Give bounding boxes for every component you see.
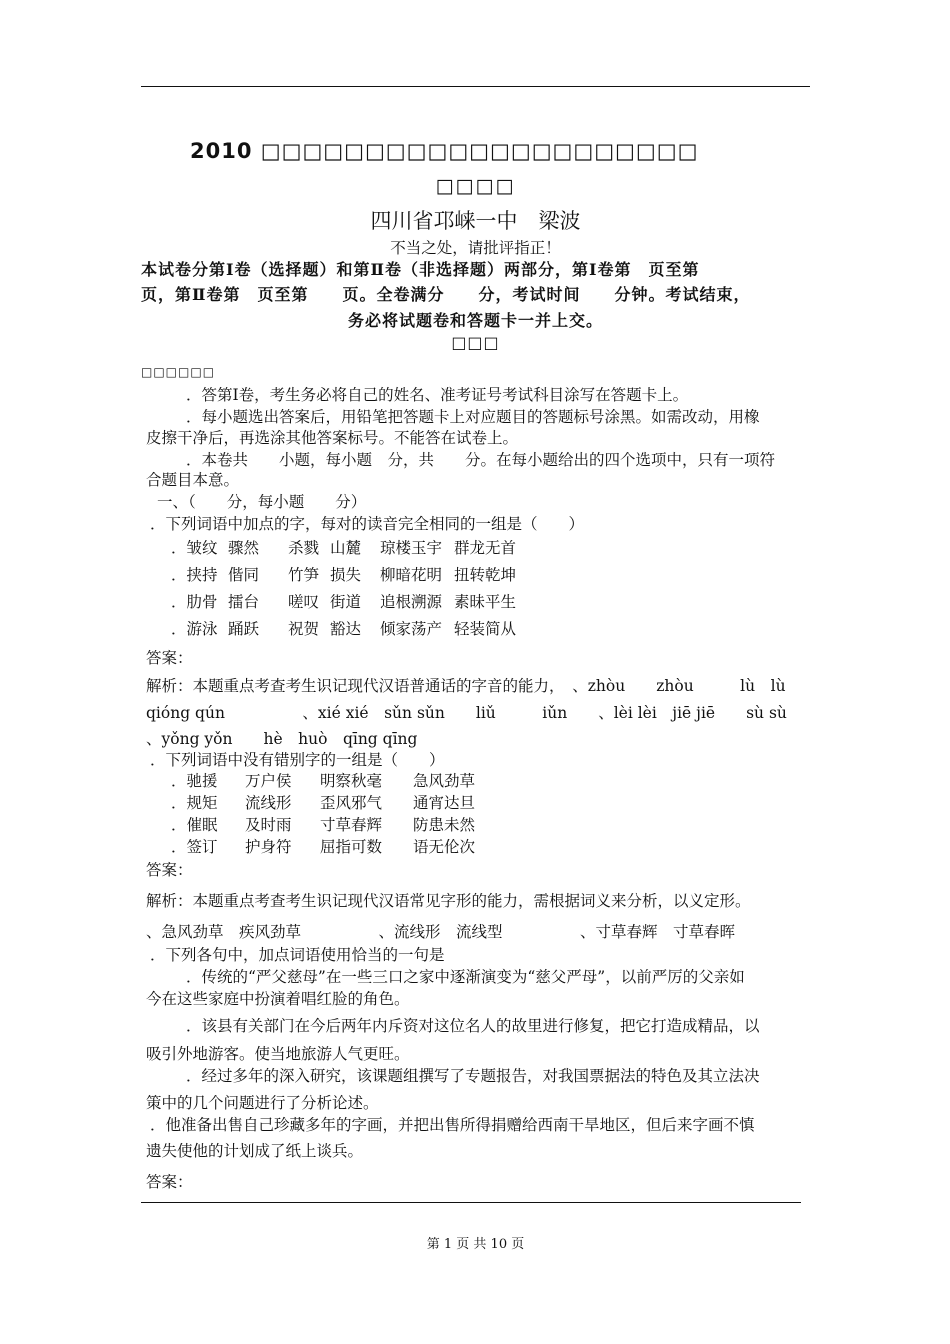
q1-b-w3: 竹笋 — [288, 566, 320, 584]
q2-d-w1: ．签订 — [171, 838, 218, 856]
q1-b-w6: 扭转乾坤 — [454, 566, 517, 584]
q2-c-w2: 及时雨 — [245, 816, 292, 834]
q1-d-w2: 踊跃 — [228, 620, 260, 638]
part1-heading: 一、（ 分，每小题 分） — [157, 493, 367, 511]
q3-option-d-2: 遗失使他的计划成了纸上谈兵。 — [146, 1142, 364, 1160]
q1-d-w1: ．游泳 — [171, 620, 218, 638]
instruction-3-cont: 合题目本意。 — [146, 471, 240, 489]
q1-d-w6: 轻装简从 — [454, 620, 517, 638]
q1-a-w5: 琼楼玉宇 — [380, 539, 443, 557]
q2-b-w1: ．规矩 — [171, 794, 218, 812]
intro-line-1: 本试卷分第Ⅰ卷（选择题）和第Ⅱ卷（非选择题）两部分，第Ⅰ卷第 页至第 — [141, 260, 700, 279]
q2-d-w4: 语无伦次 — [413, 838, 476, 856]
q1-c-w1: ．肋骨 — [171, 593, 218, 611]
q2-d-w2: 护身符 — [245, 838, 292, 856]
section-mark: □□□ — [451, 333, 500, 352]
q1-a-w4: 山麓 — [330, 539, 362, 557]
q1-analysis-3: 、yǒng yǒn hè huò qīng qīng — [146, 730, 418, 748]
bottom-rule — [141, 1202, 801, 1203]
q1-c-w4: 街道 — [330, 593, 362, 611]
instruction-3: ．本卷共 小题，每小题 分，共 分。在每小题给出的四个选项中，只有一项符 — [186, 451, 776, 469]
q3-option-b-1: ．该县有关部门在今后两年内斥资对这位名人的故里进行修复，把它打造成精品，以 — [186, 1017, 760, 1035]
q3-answer-label: 答案： — [146, 1173, 193, 1191]
q1-stem: ．下列词语中加点的字，每对的读音完全相同的一组是（ ） — [150, 515, 585, 533]
intro-line-2: 页，第Ⅱ卷第 页至第 页。全卷满分 分，考试时间 分钟。考试结束， — [141, 285, 751, 304]
q2-analysis-2: 、急风劲草 疾风劲草 、流线形 流线型 、寸草春辉 寸草春晖 — [146, 923, 736, 941]
q1-c-w3: 嗟叹 — [288, 593, 320, 611]
q2-a-w1: ．驰援 — [171, 772, 218, 790]
q2-stem: ．下列词语中没有错别字的一组是（ ） — [150, 751, 445, 769]
q3-option-a-2: 今在这些家庭中扮演着唱红脸的角色。 — [146, 990, 410, 1008]
page-footer: 第 1 页 共 10 页 — [426, 1237, 525, 1252]
q2-c-w1: ．催眠 — [171, 816, 218, 834]
q1-analysis-2: qióng qún 、xié xié sǔn sǔn liǔ iǔn 、lèi lèi jiē jiē sù sù — [146, 704, 787, 722]
q1-a-w1: ．皱纹 — [171, 539, 218, 557]
q1-b-w2: 偕同 — [228, 566, 260, 584]
note-line: 不当之处，请批评指正！ — [390, 239, 561, 257]
q3-option-c-1: ．经过多年的深入研究，该课题组撰写了专题报告，对我国票据法的特色及其立法决 — [186, 1067, 760, 1085]
q2-c-w3: 寸草春辉 — [320, 816, 383, 834]
q1-b-w1: ．挟持 — [171, 566, 218, 584]
instruction-2: ．每小题选出答案后，用铅笔把答题卡上对应题目的答题标号涂黑。如需改动，用橡 — [186, 408, 760, 426]
q2-b-w4: 通宵达旦 — [413, 794, 476, 812]
q3-option-d-1: ．他准备出售自己珍藏多年的字画，并把出售所得捐赠给西南干旱地区，但后来字画不慎 — [150, 1116, 755, 1134]
page-title: 2010 □□□□□□□□□□□□□□□□□□□□□ — [190, 139, 699, 163]
q2-a-w2: 万户侯 — [245, 772, 292, 790]
q1-b-w5: 柳暗花明 — [380, 566, 443, 584]
q1-a-w3: 杀戮 — [288, 539, 320, 557]
q2-a-w4: 急风劲草 — [413, 772, 476, 790]
instruction-2-cont: 皮擦干净后，再选涂其他答案标号。不能答在试卷上。 — [146, 429, 519, 447]
q2-analysis-1: 解析：本题重点考查考生识记现代汉语常见字形的能力，需根据词义来分析，以义定形。 — [146, 892, 751, 910]
q1-d-w5: 倾家荡产 — [380, 620, 443, 638]
q3-option-b-2: 吸引外地游客。使当地旅游人气更旺。 — [146, 1045, 410, 1063]
q2-a-w3: 明察秋毫 — [320, 772, 383, 790]
top-rule — [141, 86, 810, 87]
q1-c-w6: 素昧平生 — [454, 593, 517, 611]
q2-d-w3: 屈指可数 — [320, 838, 383, 856]
q1-d-w3: 祝贺 — [288, 620, 320, 638]
instruction-1: ．答第Ⅰ卷，考生务必将自己的姓名、准考证号考试科目涂写在答题卡上。 — [186, 386, 689, 404]
intro-line-3: 务必将试题卷和答题卡一并上交。 — [347, 311, 603, 330]
q1-c-w2: 擂台 — [228, 593, 260, 611]
q1-a-w2: 骤然 — [228, 539, 260, 557]
q2-c-w4: 防患未然 — [413, 816, 476, 834]
q1-b-w4: 损失 — [330, 566, 362, 584]
q1-c-w5: 追根溯源 — [380, 593, 443, 611]
page-subtitle: □□□□ — [435, 175, 516, 197]
q1-d-w4: 豁达 — [330, 620, 362, 638]
author-line: 四川省邛崃一中 梁波 — [370, 209, 581, 233]
q1-analysis-1: 解析：本题重点考查考生识记现代汉语普通话的字音的能力， 、zhòu zhòu lù lù — [146, 677, 786, 695]
q2-b-w3: 歪风邪气 — [320, 794, 383, 812]
q3-option-c-2: 策中的几个问题进行了分析论述。 — [146, 1094, 379, 1112]
q3-stem: ．下列各句中，加点词语使用恰当的一句是 — [150, 946, 445, 964]
q1-answer-label: 答案： — [146, 649, 193, 667]
q1-a-w6: 群龙无首 — [454, 539, 517, 557]
q2-b-w2: 流线形 — [245, 794, 292, 812]
q2-answer-label: 答案： — [146, 861, 193, 879]
notice-label: □□□□□□ — [141, 365, 216, 379]
q3-option-a-1: ．传统的“严父慈母”在一些三口之家中逐渐演变为“慈父严母”，以前严厉的父亲如 — [186, 968, 745, 986]
